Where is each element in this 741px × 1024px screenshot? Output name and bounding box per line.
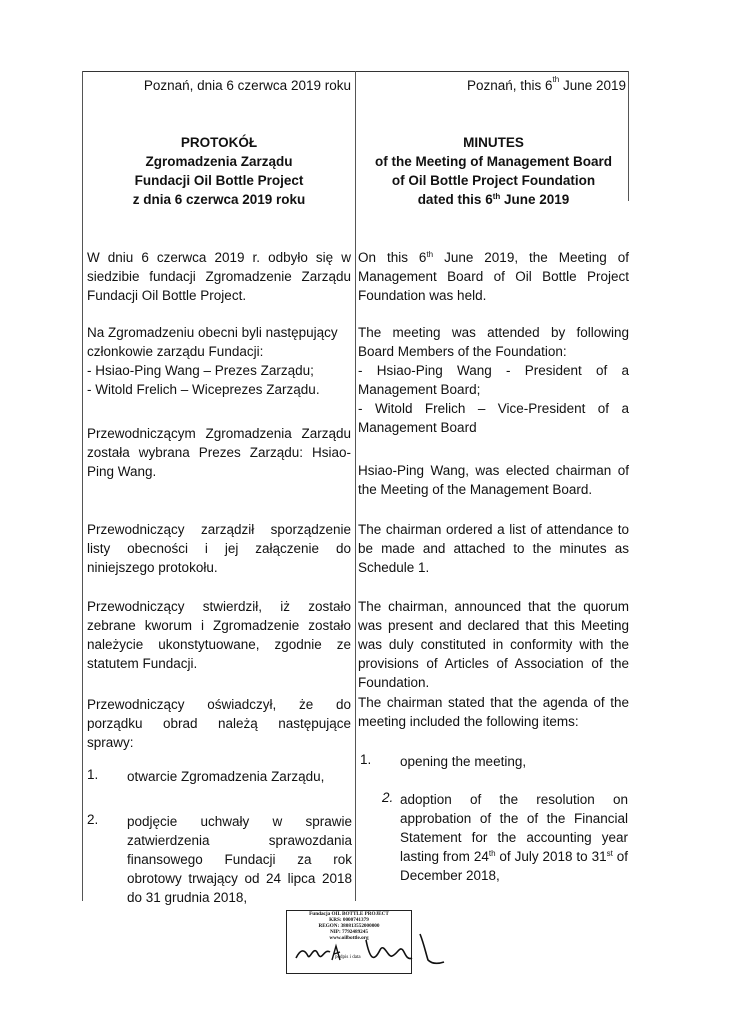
stamp-caption: podpis i data xyxy=(335,955,361,960)
en-paragraph-6: The chairman stated that the agenda of the meeting included the following items: xyxy=(358,695,629,729)
pl-paragraph-5: Przewodniczący stwierdził, iż zostało zebrane kworum i Zgromadzenie zostało należycie ukonstytuowane, zgodnie ze statutem Fundacji. xyxy=(87,599,351,671)
date-english: Poznań, this 6th June 2019 xyxy=(466,75,626,93)
table-left-border xyxy=(82,71,83,901)
pl-paragraph-1: W dniu 6 czerwca 2019 r. odbyło się w siedzibie fundacji Zgromadzenie Zarządu Fundacji Oil Bottle Project. xyxy=(87,250,351,303)
en-paragraph-1: On this 6th June 2019, the Meeting of Management Board of Oil Bottle Project Foundation was held. xyxy=(358,250,629,303)
pl-paragraph-4: Przewodniczący zarządził sporządzenie listy obecności i jej załączenie do niniejszego protokołu. xyxy=(87,522,351,575)
title-polish: PROTOKÓŁ Zgromadzenia Zarządu Fundacji Oil Bottle Project z dnia 6 czerwca 2019 roku xyxy=(132,135,306,207)
pl-paragraph-3: Przewodniczącym Zgromadzenia Zarządu została wybrana Prezes Zarządu: Hsiao-Ping Wang. xyxy=(87,426,351,479)
en-paragraph-3: Hsiao-Ping Wang, was elected chairman of the Meeting of the Management Board. xyxy=(358,463,629,497)
pl-item-1: otwarcie Zgromadzenia Zarządu, xyxy=(127,769,325,784)
en-item-2-number: 2. xyxy=(382,790,394,805)
en-item-1: opening the meeting, xyxy=(400,754,527,769)
date-polish: Poznań, dnia 6 czerwca 2019 roku xyxy=(143,78,351,93)
en-paragraph-4: The chairman ordered a list of attendance to be made and attached to the minutes as Schedule 1. xyxy=(358,522,629,575)
table-column-divider xyxy=(355,71,356,901)
en-item-1-number: 1. xyxy=(360,752,372,767)
pl-item-2-number: 2. xyxy=(87,812,99,827)
foundation-stamp: Fundacja OIL BOTTLE PROJECT KRS: 0000741379 REGON: 380813552000000 NIP: 7792489245 www.oilbottle.org xyxy=(286,910,412,974)
pl-item-2: podjęcie uchwały w sprawie zatwierdzenia sprawozdania finansowego Fundacji za rok obrotowy trwający od 24 lipca 2018 do 31 grudnia 2018, xyxy=(127,814,352,905)
pl-paragraph-2: Na Zgromadzeniu obecni byli następujący członkowie zarządu Fundacji: - Hsiao-Ping Wang – Prezes Zarządu; - Witold Frelich – Wiceprezes Zarządu. xyxy=(87,325,338,397)
en-item-2: adoption of the resolution on approbation of the of the Financial Statement for the accounting year lasting from 24th of July 2018 to 31st of December 2018, xyxy=(400,792,629,883)
pl-paragraph-6: Przewodniczący oświadczył, że do porządku obrad należą następujące sprawy: xyxy=(87,697,351,750)
pl-item-1-number: 1. xyxy=(87,767,99,782)
handwritten-signature xyxy=(288,930,448,970)
en-paragraph-2: The meeting was attended by following Board Members of the Foundation: - Hsiao-Ping Wang - President of a Management Board; - Witold Frelich – Vice-President of a Management Board xyxy=(358,325,629,435)
en-paragraph-5: The chairman, announced that the quorum was present and declared that this Meeting was duly constituted in conformity with the provisions of Articles of Association of the Foundation. xyxy=(358,599,629,690)
title-english: MINUTES of the Meeting of Management Board of Oil Bottle Project Foundation dated this 6th June 2019 xyxy=(374,135,612,207)
